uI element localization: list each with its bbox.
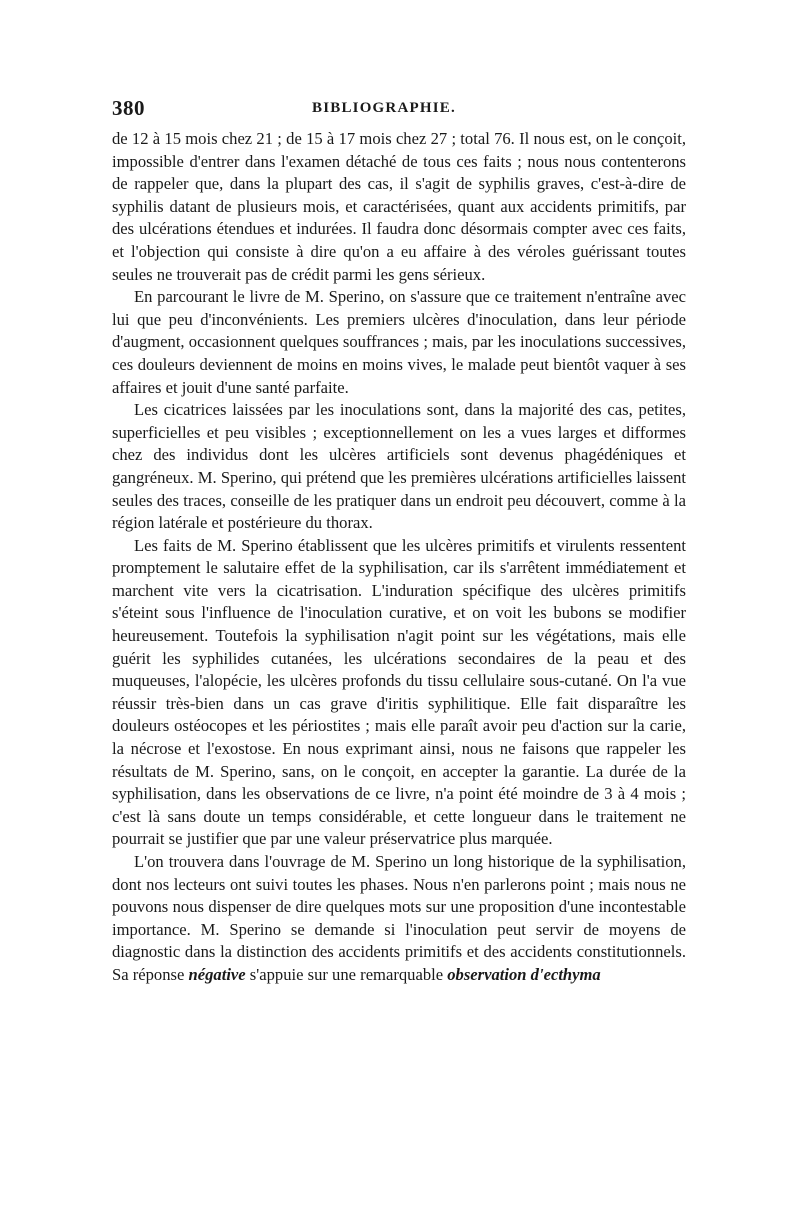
- paragraph-1: de 12 à 15 mois chez 21 ; de 15 à 17 mois chez 27 ; total 76. Il nous est, on le conçoit, impossible d'entrer dans l'examen détaché de tous ces faits ; nous nous contenterons de rappeler que, dans la plupart des cas, il s'agit de syphilis graves, c'est-à-dire de syphilis datant de plusieurs mois, et caractérisées, quant aux accidents primitifs, par des ulcérations étendues et indurées. Il faudra donc désormais compter avec ces faits, et l'objection qui consiste à dire qu'on a eu affaire à des véroles guérissant toutes seules ne trouverait pas de crédit parmi les gens sérieux.: [112, 129, 686, 284]
- running-title: BIBLIOGRAPHIE.: [312, 100, 456, 116]
- body-text: [112, 128, 686, 987]
- italic-negative: négative: [188, 964, 246, 984]
- page-number: 380: [112, 96, 145, 120]
- paragraph-5-mid: s'appuie sur une remarquable: [245, 964, 448, 984]
- paragraph-2: En parcourant le livre de M. Sperino, on s'assure que ce traitement n'entraîne avec lui que peu d'inconvénients. Les premiers ulcères d'inoculation, dans leur période d'augment, occasionnent quelques souffrances ; mais, par les inoculations successives, ces douleurs deviennent de moins en moins vives, le malade peut bientôt vaquer à ses affaires et jouit d'une santé parfaite.: [112, 287, 686, 397]
- paragraph-5: [112, 851, 686, 987]
- paragraph-3: Les cicatrices laissées par les inoculations sont, dans la majorité des cas, petites, superficielles et peu visibles ; exceptionnellement on les a vues larges et difformes chez des individus dont les ulcères artificiels sont devenus phagédéniques et gangréneux. M. Sperino, qui prétend que les premières ulcérations artificielles laissent seules des traces, conseille de les pratiquer dans un endroit peu découvert, comme à la région latérale et postérieure du thorax.: [112, 400, 686, 533]
- italic-observation: observation d'ecthyma: [447, 964, 601, 984]
- page-header: [112, 96, 684, 126]
- paragraph-5-text: L'on trouvera dans l'ouvrage de M. Sperino un long historique de la syphilisation, dont nos lecteurs ont suivi toutes les phases. Nous n'en parlerons point ; mais nous ne pouvons nous dispenser de dire quelques mots sur une proposition d'une incontestable importance. M. Sperino se demande si l'inoculation peut servir de moyens de diagnostic dans la distinction des accidents primitifs et des accidents constitutionnels. Sa réponse: [112, 852, 686, 984]
- paragraph-4: Les faits de M. Sperino établissent que les ulcères primitifs et virulents ressentent promptement le salutaire effet de la syphilisation, car ils s'arrêtent immédiatement et marchent vite vers la cicatrisation. L'induration spécifique des ulcères primitifs s'éteint sous l'influence de l'inoculation curative, et on voit les bubons se modifier heureusement. Toutefois la syphilisation n'agit point sur les végétations, mais elle guérit les syphilides cutanées, les ulcérations secondaires de la peau et des muqueuses, l'alopécie, les ulcères profonds du tissu cellulaire sous-cutané. On l'a vue réussir très-bien dans un cas grave d'iritis syphilitique. Elle fait disparaître les douleurs ostéocopes et les périostites ; mais elle paraît avoir peu d'action sur la carie, la nécrose et l'exostose. En nous exprimant ainsi, nous ne faisons que rappeler les résultats de M. Sperino, sans, on le conçoit, en accepter la garantie. La durée de la syphilisation, dans les observations de ce livre, n'a point été moindre de 3 à 4 mois ; c'est là sans doute un temps considérable, et cette longueur dans le traitement ne pourrait se justifier que par une valeur préservatrice plus marquée.: [112, 535, 686, 849]
